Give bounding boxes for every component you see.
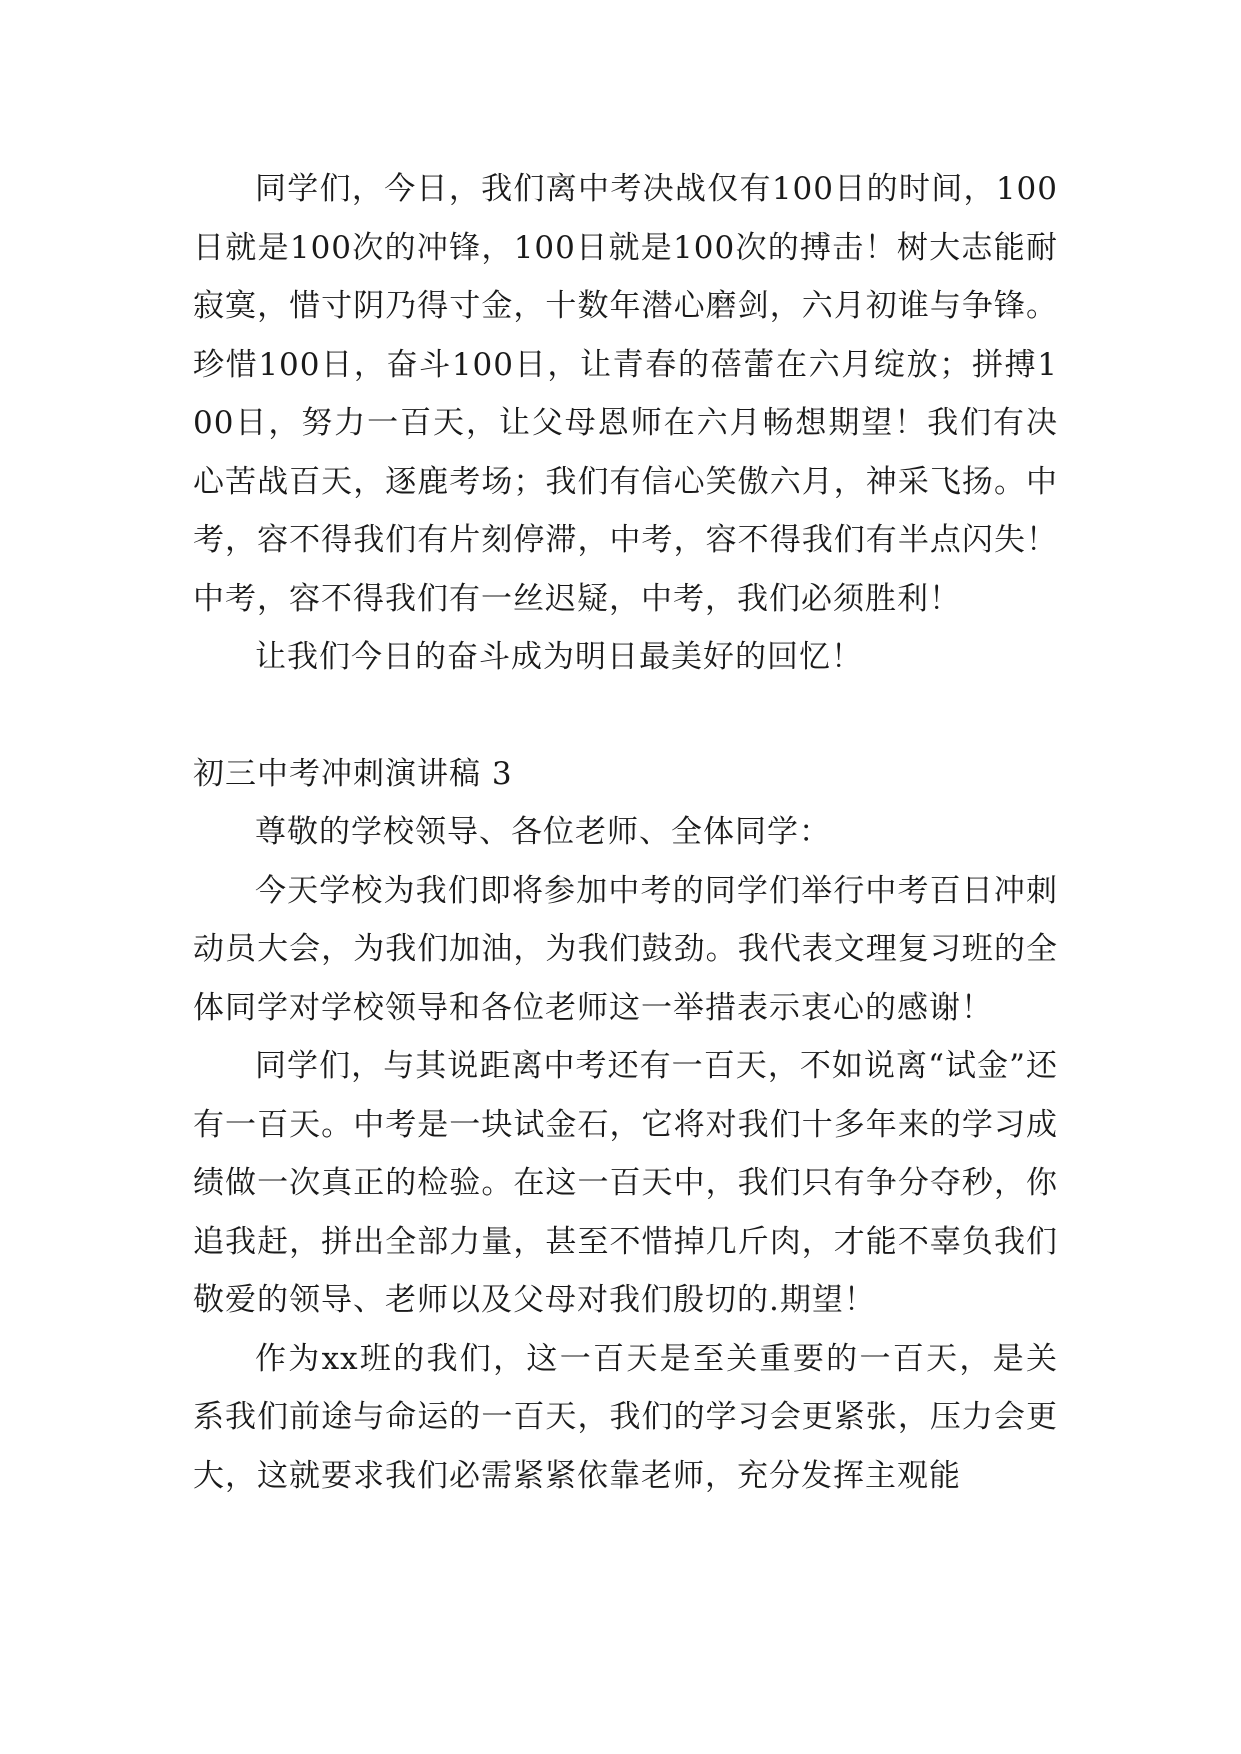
document-body	[193, 160, 1058, 1505]
paragraph-thanks: 今天学校为我们即将参加中考的同学们举行中考百日冲刺动员大会，为我们加油，为我们鼓劲。我代表文理复习班的全体同学对学校领导和各位老师这一举措表示衷心的感谢！	[193, 872, 1058, 1026]
paragraph-salutation: 尊敬的学校领导、各位老师、全体同学：	[255, 814, 831, 850]
paragraph-class-commitment: 作为xx班的我们，这一百天是至关重要的一百天，是关系我们前途与命运的一百天，我们的学习会更紧张，压力会更大，这就要求我们必需紧紧依靠老师，充分发挥主观能	[193, 1340, 1058, 1494]
paragraph-hundred-days: 同学们，与其说距离中考还有一百天，不如说离“试金”还有一百天。中考是一块试金石，它将对我们十多年来的学习成绩做一次真正的检验。在这一百天中，我们只有争分夺秒，你追我赶，拼出全部力量，甚至不惜掉几斤肉，才能不辜负我们敬爱的领导、老师以及父母对我们殷切的.期望！	[193, 1048, 1058, 1318]
section-heading: 初三中考冲刺演讲稿 3	[193, 755, 513, 792]
paragraph-exam-countdown: 同学们，今日，我们离中考决战仅有100日的时间，100日就是100次的冲锋，100日就是100次的搏击！树大志能耐寂寞，惜寸阴乃得寸金，十数年潜心磨剑，六月初谁与争锋。珍惜100日，奋斗100日，让青春的蓓蕾在六月绽放；拼搏100日，努力一百天，让父母恩师在六月畅想期望！我们有决心苦战百天，逐鹿考场；我们有信心笑傲六月，神采飞扬。中考，容不得我们有片刻停滞，中考，容不得我们有半点闪失！中考，容不得我们有一丝迟疑，中考，我们必须胜利！	[193, 171, 1058, 617]
paragraph-closing-line: 让我们今日的奋斗成为明日最美好的回忆！	[255, 639, 863, 675]
